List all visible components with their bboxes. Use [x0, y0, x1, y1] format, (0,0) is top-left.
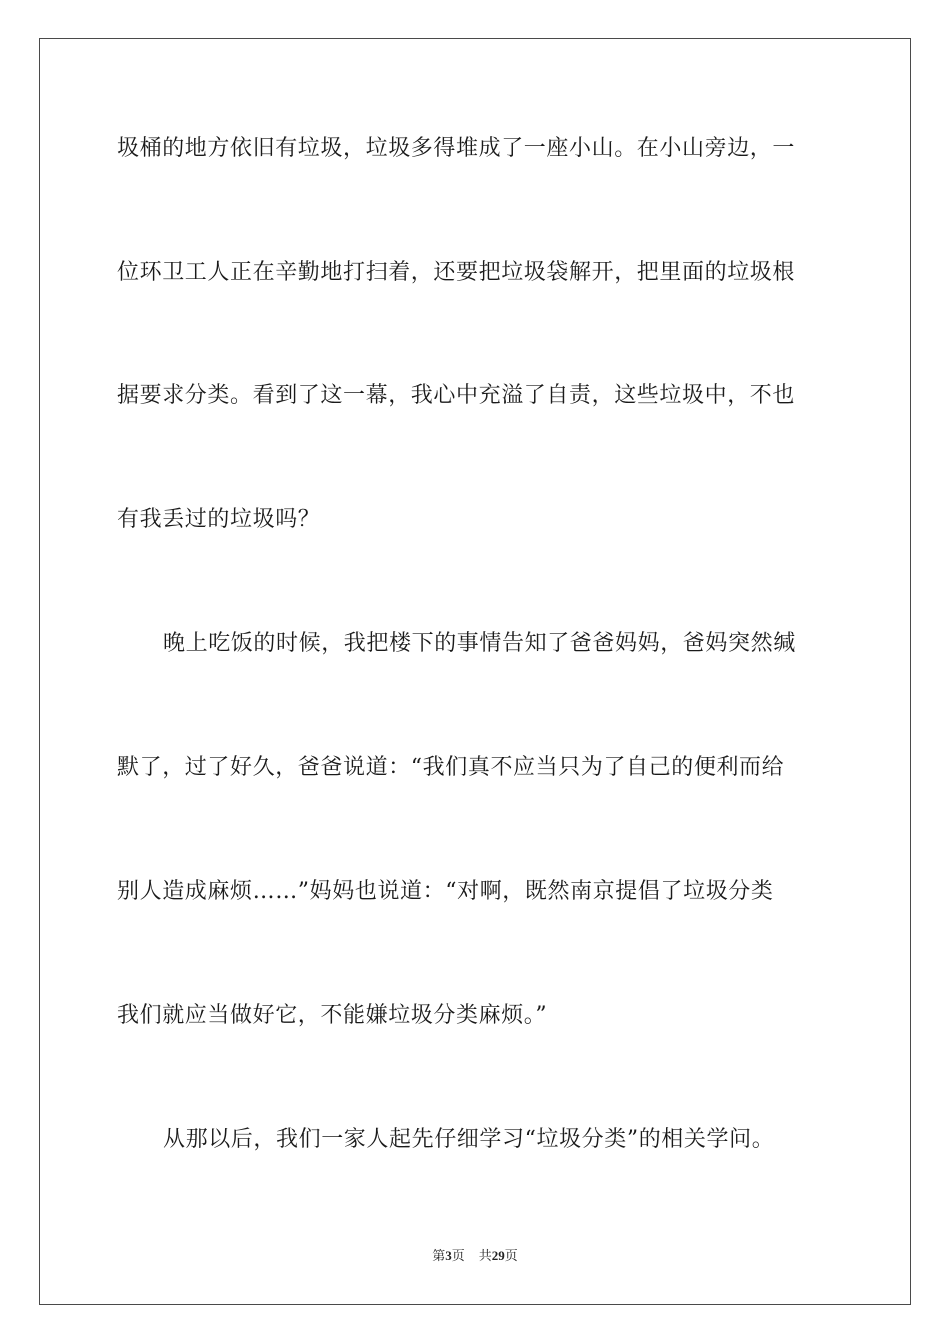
body-line-6: 默了，过了好久，爸爸说道：“我们真不应当只为了自己的便利而给: [117, 755, 785, 780]
body-line-2: 位环卫工人正在辛勤地打扫着，还要把垃圾袋解开，把里面的垃圾根: [117, 260, 796, 285]
body-line-9-paragraph-start: 从那以后，我们一家人起先仔细学习“垃圾分类”的相关学问。: [163, 1127, 775, 1152]
body-line-5-paragraph-start: 晚上吃饭的时候，我把楼下的事情告知了爸爸妈妈，爸妈突然缄: [163, 631, 796, 656]
total-page-count: 29: [491, 1248, 505, 1263]
page-border: [39, 38, 911, 1305]
body-line-8: 我们就应当做好它，不能嫌垃圾分类麻烦。”: [117, 1003, 548, 1028]
body-line-7: 别人造成麻烦……”妈妈也说道：“对啊，既然南京提倡了垃圾分类: [117, 879, 774, 904]
page-footer: [0, 1247, 950, 1265]
body-line-1: 圾桶的地方依旧有垃圾，垃圾多得堆成了一座小山。在小山旁边，一: [117, 136, 796, 161]
current-page-number: 3: [445, 1248, 452, 1263]
total-label-suffix: 页: [504, 1248, 518, 1263]
total-label-prefix: 共: [478, 1248, 492, 1263]
page-label-prefix: 第: [432, 1248, 446, 1263]
body-line-4: 有我丢过的垃圾吗？: [117, 507, 321, 532]
body-line-3: 据要求分类。看到了这一幕，我心中充溢了自责，这些垃圾中，不也: [117, 383, 796, 408]
page-label-suffix: 页: [451, 1248, 465, 1263]
